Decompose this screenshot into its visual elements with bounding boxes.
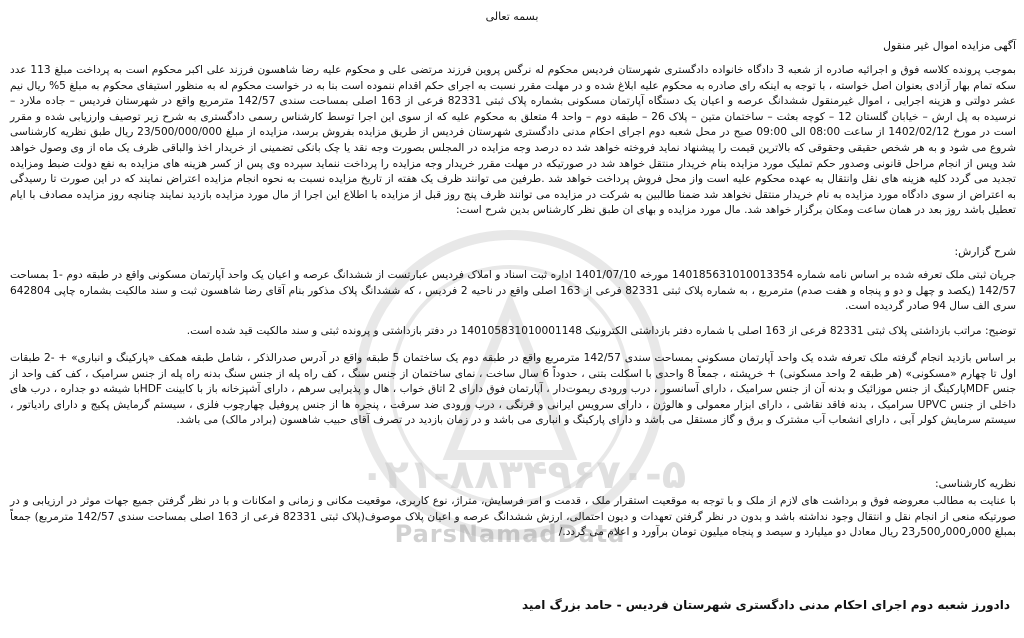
bismillah: بسمه تعالی	[485, 10, 539, 23]
report-item-1: جریان ثبتی ملک تعرفه شده بر اساس نامه شماره 140185631010013354 مورخه 1401/07/10 اداره ثبت اسناد و املاک فردیس عبارتست از ششدانگ عرصه و اعیان یک واحد آپارتمان مسکونی واقع در طبقه دوم -1 بمساحت 142/57 (یکصد و چهل و دو و پنجاه و هفت صدم) مترمربع ، به شماره پلاک ثبتی 82331 فرعی از 163 اصلی واقع در ناحیه 2 فردیس ، که ششدانگ پلاک مذکور بنام آقای رضا شاهسون ثبت و سند مالکیت بشماره چاپی 642804 سری الف سال 94 صادر گردیده است.	[10, 269, 1017, 313]
expert-opinion: با عنایت به مطالب معروضه فوق و برداشت های لازم از ملک و با توجه به موقعیت استقرار ملک ، قدمت و امر فرسایش، متراژ، نوع کاربری، موقعیت مکانی و زمانی و امکانات و با در نظر گرفتن جمیع جهات موثر در ارزیابی و در صورتیکه منعی از انجام نقل و انتقال وجود نداشته باشد و بدون در نظر گرفتن تعهدات و دیون احتمالی، ارزش ششدانگ عرصه و اعیان پلاک موصوف(پلاک ثبتی 82331 فرعی از 163 اصلی بمساحت سندی 142/57 مترمربع) جمعاً بمبلغ 000ر000ر500ر23 ریال معادل دو میلیارد و سیصد و پنجاه میلیون تومان برآورد و اعلام می گردد./	[10, 495, 1017, 539]
expert-heading: نظریه کارشناسی:	[935, 477, 1016, 490]
intro-paragraph: بموجب پرونده کلاسه فوق و اجرائیه صادره از شعبه 3 دادگاه خانواده دادگستری شهرستان فردیس محکوم له نرگس پروین فرزند مرتضی علی و محکوم علیه رضا شاهسون فرزند علی اکبر محکوم است به پرداخت مبلغ 113 عدد سکه تمام بهار آزادی بعنوان اصل خواسته ، با توجه به اینکه رای صادره به محکوم علیه ابلاغ شده و در مهلت مقرر نسبت به اجرای حکم اقدام ننموده است بنا به در خواست محکوم له به منظور استیفای محکوم به مبلغ 5% ریال نیم عشر دولتی و هزینه اجرایی ، اموال غیرمنقول ششدانگ عرصه و اعیان یک دستگاه آپارتمان مسکونی بشماره پلاک ثبتی 82331 فرعی از 163 اصلی بمساحت سندی 142/57 مترمربع واقع در شهرستان فردیس – جاده ملارد – نرسیده به پل ارش – خیابان گلستان 12 – کوچه بعثت – ساختمان متین – پلاک 26 – طبقه دوم – واحد 4 متعلق به محکوم علیه که از سوی این اجرا توسط کارشناس رسمی دادگستری به شرح زیر توصیف وارزیابی شده و مقرر است در مورخ 1402/02/12 از ساعت 08:00 الی 09:00 صبح در محل شعبه دوم اجرای احکام مدنی دادگستری شهرستان فردیس از طریق مزایده بفروش برسد، مزایده از مبلغ 23/500/000/000 ریال طبق نظریه کارشناسی شروع می شود و به هر شخص حقیقی وحقوقی که بالاترین قیمت را پیشنهاد نماید فروخته خواهد شد ده درصد وجه مزایده در المجلس بصورت وجه نقد یا چک بانکی تضمینی از خریدار اخذ والباقی ظرف یک ماه از وی وصول خواهد شد وپس از انجام مراحل قانونی وصدور حکم تملیک مورد مزایده بنام خریدار منتقل خواهد شد در صورتیکه در مهلت مقرر خریدار وجه مزایده را پرداخت ننماید سپرده وی پس از کسر هزینه های مزایده به نفع دولت ضبط ومزایده تجدید می گردد کلیه هزینه های نقل وانتقال به عهده محکوم علیه است واز محل فروش پرداخت خواهد شد .طرفین می توانند ظرف یک هفته از تاریخ مزایده نسبت به نحوه انجام مزایده اعتراض نمایند که در این صورت تا رسیدگی به اعتراض از سوی دادگاه مورد مزایده به نام خریدار منتقل نخواهد شد ضمنا طالبین به شرکت در مزایده می توانند ظرف پنج روز قبل از مزایده با اطلاع این اجرا از مال مورد مزایده بازدید نمایند چنانچه روز مزایده مصادف با ایام تعطیل باشد روز بعد در همان ساعت ومکان برگزار خواهد شد. مال مورد مزایده و بهای ان طبق نظر کارشناس بدین شرح است:	[10, 64, 1017, 217]
detention-note: توضیح: مراتب بازداشتی پلاک ثبتی 82331 فرعی از 163 اصلی با شماره دفتر بازداشتی الکترونیک 140105831010001148 در دفتر بازداشتی و پرونده ثبتی و سند مالکیت قید شده است.	[186, 325, 1016, 337]
notice-title: آگهی مزایده اموال غیر منقول	[883, 39, 1016, 52]
signature-line: دادورز شعبه دوم اجرای احکام مدنی دادگستری شهرستان فردیس - حامد بزرگ امید	[522, 598, 1010, 612]
report-heading: شرح گزارش:	[954, 245, 1016, 258]
watermark-brand: ParsNamadData	[394, 520, 626, 548]
watermark-phone: ۰۲۱-۸۸۳۴۹۶۷۰-۵	[360, 452, 687, 498]
report-item-2: بر اساس بازدید انجام گرفته ملک تعرفه شده یک واحد آپارتمان مسکونی بمساحت سندی 142/57 مترمربع واقع در طبقه دوم یک ساختمان 5 طبقه واقع در آدرس صدرالذکر ، شامل طبقه همکف «پارکینگ و انباری» + -2 طبقات اول تا چهارم «مسکونی» (هر طبقه 2 واحد مسکونی) + خرپشته ، جمعاً 8 واحدی با اسکلت بتنی ، حدوداً 6 سال ساخت ، نمای ساختمان از جنس سنگ ، کف راه پله از جنس سنگ بدنه راه پله از جنس سرامیک ، کف کف واحد از جنس MDFپارکینگ از جنس موزائیک و بدنه آن از جنس سرامیک ، دارای آسانسور ، درب ورودی ریموت‌دار ، آپارتمان فوق دارای 2 اتاق خواب ، هال و پذیرایی سرهم ، دارای آشپزخانه باز با کابینت HDFبا شیشه دو جداره ، درب های داخلی از جنس UPVC سرامیک ، بدنه فاقد نقاشی ، دارای ابزار معمولی و هالوژن ، دارای سرویس ایرانی و فرنگی ، درب ورودی ضد سرقت ، پنجره ها از جنس پروفیل چهارچوب فلزی ، سیستم گرمایش پکیج و دارای رادیاتور ، سیستم سرمایش کولر آبی ، دارای انشعاب آب مشترک و برق و گاز مستقل می باشد و دارای پارکینگ و انباری می باشد و در زمان بازدید در تصرف آقای حبیب شاهسون (برادر مالک) می باشد.	[10, 352, 1017, 427]
